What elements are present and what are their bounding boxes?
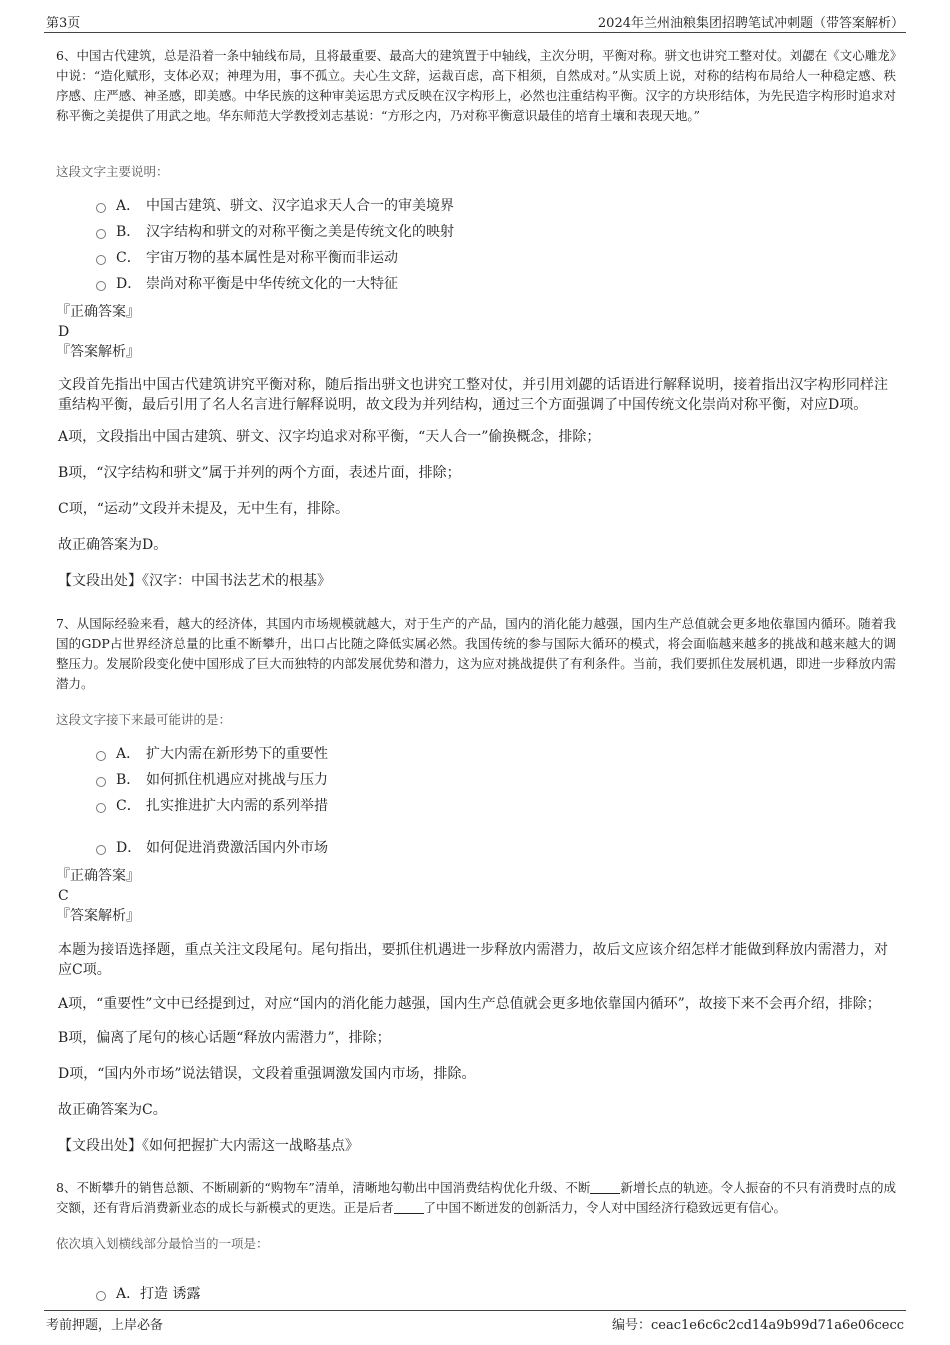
radio-icon[interactable] xyxy=(96,229,106,239)
answer-section xyxy=(56,302,896,362)
radio-icon[interactable] xyxy=(96,803,106,813)
document-title: 2024年兰州油粮集团招聘笔试冲刺题（带答案解析） xyxy=(597,16,904,31)
radio-icon[interactable] xyxy=(96,203,106,213)
answer-label: 『正确答案』 xyxy=(56,304,140,320)
analysis-section xyxy=(58,375,888,591)
header-divider xyxy=(44,32,906,33)
analysis-paragraph: D项，“国内外市场”说法错误，文段着重强调激发国内市场，排除。 xyxy=(58,1066,476,1082)
option-c[interactable]: C． 扎实推进扩大内需的系列举措 xyxy=(96,796,328,816)
analysis-paragraph: 本题为接语选择题，重点关注文段尾句。尾句指出，要抓住机遇进一步释放内需潜力，故后文应该介绍怎样才能做到释放内需潜力，对应C项。 xyxy=(58,942,888,978)
option-b[interactable]: B． 汉字结构和骈文的对称平衡之美是传统文化的映射 xyxy=(96,222,454,242)
analysis-paragraph: C项，“运动”文段并未提及，无中生有，排除。 xyxy=(58,501,350,517)
fill-blank xyxy=(590,1181,620,1194)
radio-icon[interactable] xyxy=(96,281,106,291)
radio-icon[interactable] xyxy=(96,1291,106,1301)
correct-answer: D xyxy=(58,324,70,340)
question-stem: 8、不断攀升的销售总额、不断刷新的“购物车”清单，清晰地勾勒出中国消费结构优化升级、不断 新增长点的轨迹。令人振奋的不只有消费时点的成交额，还有背后消费新业态的成长与新模式的更迭。正是后者 了中国不断迸发的创新活力，令人对中国经济行稳致远更有信心。 xyxy=(56,1180,896,1215)
analysis-paragraph: B项，“汉字结构和骈文”属于并列的两个方面，表述片面，排除； xyxy=(58,465,461,481)
question-prompt: 这段文字接下来最可能讲的是： xyxy=(56,712,232,727)
source-citation: 【文段出处】《如何把握扩大内需这一战略基点》 xyxy=(58,1138,359,1154)
radio-icon[interactable] xyxy=(96,777,106,787)
question-stem: 7、从国际经验来看，越大的经济体，其国内市场规模就越大，对于生产的产品，国内的消化能力越强，国内生产总值就会更多地依靠国内循环。随着我国的GDP占世界经济总量的比重不断攀升，出口占比随之降低实属必然。我国传统的参与国际大循环的模式，将会面临越来越多的挑战和越来越大的调整压力。发展阶段变化使中国形成了巨大而独特的内部发展优势和潜力，这为应对挑战提供了有利条件。当前，我们要抓住发展机遇，即进一步释放内需潜力。 xyxy=(56,616,896,691)
question-8 xyxy=(56,1178,896,1218)
option-a[interactable]: A． 扩大内需在新形势下的重要性 xyxy=(96,744,328,764)
radio-icon[interactable] xyxy=(96,751,106,761)
option-a[interactable]: A．打造 诱露 xyxy=(96,1284,200,1304)
analysis-paragraph: B项，偏离了尾句的核心话题“释放内需潜力”，排除； xyxy=(58,1030,391,1046)
analysis-paragraph: 故正确答案为D。 xyxy=(58,537,168,553)
question-stem: 6、中国古代建筑，总是沿着一条中轴线布局，且将最重要、最高大的建筑置于中轴线，主次分明，平衡对称。骈文也讲究工整对仗。刘勰在《文心雕龙》中说：“造化赋形，支体必双；神理为用，事不孤立。夫心生文辞，运裁百虑，高下相须，自然成对。”从实质上说，对称的结构布局给人一种稳定感、秩序感、庄严感、神圣感，即美感。中华民族的这种审美运思方式反映在汉字构形上，必然也注重结构平衡。汉字的方块形结体，为先民造字构形时追求对称平衡之美提供了用武之地。华东师范大学教授刘志基说：“方形之内，乃对称平衡意识最佳的培育土壤和表现天地。” xyxy=(56,48,896,123)
radio-icon[interactable] xyxy=(96,255,106,265)
analysis-paragraph: A项，文段指出中国古建筑、骈文、汉字均追求对称平衡，“天人合一”偷换概念，排除； xyxy=(58,429,601,445)
question-6 xyxy=(56,46,896,126)
option-c[interactable]: C． 宇宙万物的基本属性是对称平衡而非运动 xyxy=(96,248,398,268)
analysis-paragraph: A项，“重要性”文中已经提到过，对应“国内的消化能力越强，国内生产总值就会更多地依靠国内循环”，故接下来不会再介绍，排除； xyxy=(58,996,881,1012)
footer-divider xyxy=(44,1310,906,1311)
option-d[interactable]: D． 崇尚对称平衡是中华传统文化的一大特征 xyxy=(96,274,398,294)
source-citation: 【文段出处】《汉字：中国书法艺术的根基》 xyxy=(58,573,331,589)
answer-section xyxy=(56,866,896,926)
analysis-label: 『答案解析』 xyxy=(56,344,140,360)
option-d[interactable]: D． 如何促进消费激活国内外市场 xyxy=(96,838,328,858)
answer-label: 『正确答案』 xyxy=(56,868,140,884)
option-b[interactable]: B． 如何抓住机遇应对挑战与压力 xyxy=(96,770,328,790)
analysis-paragraph: 故正确答案为C。 xyxy=(58,1102,167,1118)
correct-answer: C xyxy=(58,888,69,904)
analysis-label: 『答案解析』 xyxy=(56,908,140,924)
option-a[interactable]: A． 中国古建筑、骈文、汉字追求天人合一的审美境界 xyxy=(96,196,454,216)
document-code: 编号：ceac1e6c6c2cd14a9b99d71a6e06cecc xyxy=(611,1318,904,1333)
footer-slogan: 考前押题，上岸必备 xyxy=(46,1318,164,1333)
analysis-section xyxy=(58,940,888,1156)
question-7 xyxy=(56,614,896,694)
question-prompt: 这段文字主要说明： xyxy=(56,164,169,179)
radio-icon[interactable] xyxy=(96,845,106,855)
question-prompt: 依次填入划横线部分最恰当的一项是： xyxy=(56,1236,269,1251)
page-number: 第3页 xyxy=(46,16,81,31)
fill-blank xyxy=(394,1201,424,1214)
analysis-paragraph: 文段首先指出中国古代建筑讲究平衡对称，随后指出骈文也讲究工整对仗，并引用刘勰的话语进行解释说明，接着指出汉字构形同样注重结构平衡，最后引用了名人名言进行解释说明，故文段为并列结构，通过三个方面强调了中国传统文化崇尚对称平衡，对应D项。 xyxy=(58,377,888,413)
